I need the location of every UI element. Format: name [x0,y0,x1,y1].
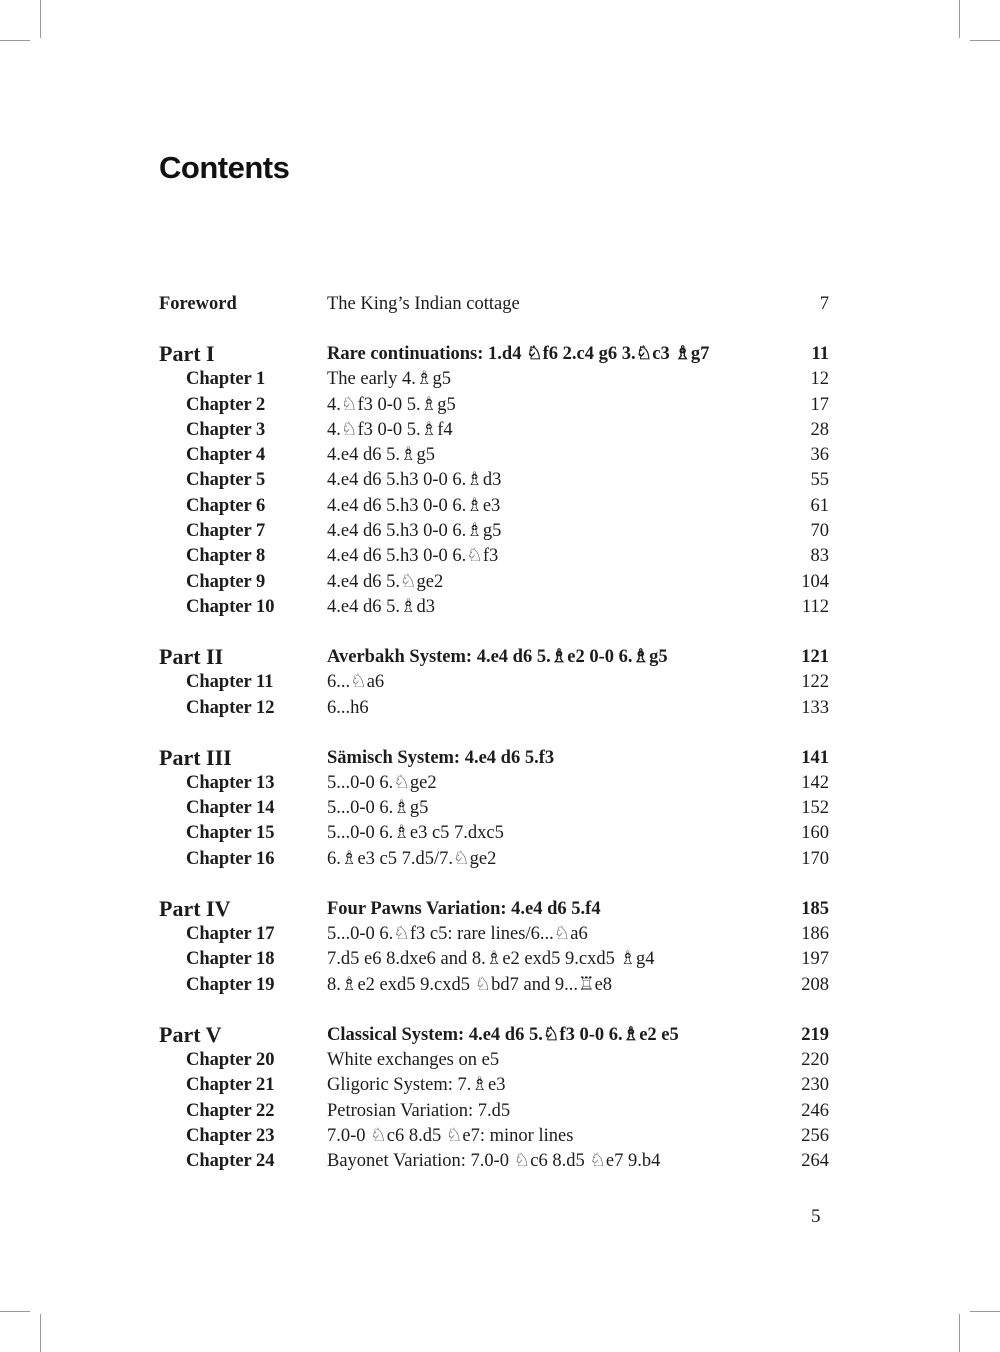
crop-mark [0,1311,30,1312]
part-label: Part III [159,744,232,770]
chapter-label: Chapter 13 [186,772,275,793]
toc-chapter[interactable] [159,393,829,418]
toc-chapter-page: 142 [799,771,829,796]
chapter-label: Chapter 21 [186,1075,275,1096]
crop-mark [40,1314,41,1352]
toc-chapter-page: 208 [799,973,829,998]
toc-chapter[interactable] [159,821,829,846]
toc-chapter[interactable] [159,544,829,569]
toc-part-title: Classical System: 4.e4 d6 5.♘f3 0-0 6.♗e2 e5 [327,1022,684,1048]
toc-chapter-page: 122 [799,670,829,695]
toc-chapter-page: 133 [799,696,829,721]
toc-chapter[interactable] [159,973,829,998]
chapter-label: Chapter 3 [186,419,266,440]
toc-chapter-page: 83 [809,544,830,569]
toc-chapter[interactable] [159,468,829,493]
toc-part-title: Sämisch System: 4.e4 d6 5.f3 [327,745,559,771]
toc-chapter-title: 4.e4 d6 5.h3 0-0 6.♗e3 [327,494,505,519]
part-label: Part V [159,1021,222,1047]
toc-chapter-page: 220 [799,1048,829,1073]
toc-chapter-title: 4.♘f3 0-0 5.♗g5 [327,393,461,418]
crop-mark [970,40,1000,41]
chapter-label: Chapter 10 [186,596,275,617]
chapter-label: Chapter 16 [186,848,275,869]
toc-chapter-title: 4.e4 d6 5.♗g5 [327,443,440,468]
foreword-label: Foreword [159,294,237,314]
toc-part-title: Four Pawns Variation: 4.e4 d6 5.f4 [327,896,606,922]
toc-chapter-title: 6...h6 [327,696,374,721]
toc-chapter-title: 4.e4 d6 5.h3 0-0 6.♗d3 [327,468,506,493]
table-of-contents [159,292,829,1174]
chapter-label: Chapter 20 [186,1049,275,1070]
toc-chapter-title: 6...♘a6 [327,670,389,695]
chapter-label: Chapter 8 [186,546,266,567]
toc-chapter-title: 5...0-0 6.♗g5 [327,796,433,821]
toc-part[interactable] [159,896,829,922]
toc-chapter-title: 4.e4 d6 5.h3 0-0 6.♘f3 [327,544,503,569]
toc-chapter-title: White exchanges on e5 [327,1048,504,1073]
chapter-label: Chapter 9 [186,571,266,592]
toc-chapter[interactable] [159,947,829,972]
chapter-label: Chapter 19 [186,974,275,995]
chapter-label: Chapter 24 [186,1151,275,1172]
toc-part-page: 121 [799,644,829,670]
toc-chapter[interactable] [159,771,829,796]
toc-chapter-page: 61 [809,494,830,519]
chapter-label: Chapter 7 [186,521,266,542]
toc-part-page: 11 [810,341,829,367]
toc-part-page: 185 [799,896,829,922]
toc-chapter-title: 5...0-0 6.♘ge2 [327,771,442,796]
toc-chapter-title: 4.♘f3 0-0 5.♗f4 [327,418,458,443]
chapter-label: Chapter 18 [186,949,275,970]
toc-chapter-title: 7.d5 e6 8.dxe6 and 8.♗e2 exd5 9.cxd5 ♗g4 [327,947,660,972]
toc-part[interactable] [159,644,829,670]
toc-chapter-page: 152 [799,796,829,821]
toc-part-page: 219 [799,1022,829,1048]
toc-part-title: Averbakh System: 4.e4 d6 5.♗e2 0-0 6.♗g5 [327,644,673,670]
toc-part-title: Rare continuations: 1.d4 ♘f6 2.c4 g6 3.♘c3 ♗g7 [327,341,714,367]
toc-foreword[interactable] [159,292,829,317]
toc-chapter-title: 5...0-0 6.♗e3 c5 7.dxc5 [327,821,509,846]
toc-chapter-page: 160 [799,821,829,846]
toc-chapter[interactable] [159,1099,829,1124]
chapter-label: Chapter 15 [186,823,275,844]
toc-chapter-title: 4.e4 d6 5.♗d3 [327,595,440,620]
toc-chapter-title: Gligoric System: 7.♗e3 [327,1073,510,1098]
toc-chapter-page: 70 [809,519,830,544]
part-label: Part I [159,341,215,367]
part-label: Part IV [159,896,231,922]
toc-chapter-page: 17 [809,393,830,418]
crop-mark [970,1311,1000,1312]
toc-chapter-page: 12 [809,367,830,392]
toc-part-page: 141 [799,745,829,771]
toc-chapter-title: Petrosian Variation: 7.d5 [327,1099,515,1124]
toc-chapter[interactable] [159,922,829,947]
toc-part[interactable] [159,1022,829,1048]
foreword-title: The King’s Indian cottage [327,292,525,317]
toc-chapter-title: 4.e4 d6 5.h3 0-0 6.♗g5 [327,519,506,544]
crop-mark [0,40,30,41]
toc-chapter[interactable] [159,796,829,821]
toc-chapter-title: The early 4.♗g5 [327,367,456,392]
toc-chapter-page: 170 [799,847,829,872]
toc-chapter-page: 36 [809,443,830,468]
toc-chapter-page: 246 [799,1099,829,1124]
chapter-label: Chapter 12 [186,697,275,718]
toc-chapter-page: 186 [799,922,829,947]
toc-chapter-page: 55 [809,468,830,493]
toc-chapter-page: 264 [799,1149,829,1174]
foreword-page: 7 [818,292,829,317]
toc-chapter[interactable] [159,847,829,872]
toc-chapter-page: 197 [799,947,829,972]
toc-chapter-page: 256 [799,1124,829,1149]
chapter-label: Chapter 17 [186,924,275,945]
toc-chapter[interactable] [159,367,829,392]
toc-chapter[interactable] [159,418,829,443]
toc-chapter[interactable] [159,519,829,544]
crop-mark [959,1314,960,1352]
crop-mark [959,0,960,38]
toc-chapter-title: 6.♗e3 c5 7.d5/7.♘ge2 [327,847,501,872]
chapter-label: Chapter 4 [186,445,266,466]
page-title: Contents [159,150,290,185]
chapter-label: Chapter 2 [186,394,266,415]
toc-chapter[interactable] [159,1124,829,1149]
part-label: Part II [159,644,224,670]
toc-chapter[interactable] [159,1048,829,1073]
chapter-label: Chapter 14 [186,798,275,819]
toc-chapter-title: 8.♗e2 exd5 9.cxd5 ♘bd7 and 9...♖e8 [327,973,617,998]
chapter-label: Chapter 1 [186,369,266,390]
toc-chapter[interactable] [159,696,829,721]
toc-chapter-title: 4.e4 d6 5.♘ge2 [327,570,448,595]
page-number: 5 [811,1206,821,1227]
chapter-label: Chapter 23 [186,1125,275,1146]
toc-part[interactable] [159,341,829,367]
chapter-label: Chapter 11 [186,672,274,693]
toc-chapter[interactable] [159,670,829,695]
toc-part[interactable] [159,745,829,771]
toc-chapter[interactable] [159,1073,829,1098]
toc-chapter[interactable] [159,443,829,468]
chapter-label: Chapter 5 [186,470,266,491]
toc-chapter[interactable] [159,570,829,595]
crop-mark [40,0,41,38]
toc-chapter-page: 28 [809,418,830,443]
toc-chapter-page: 112 [800,595,829,620]
toc-chapter-title: 7.0-0 ♘c6 8.d5 ♘e7: minor lines [327,1124,578,1149]
toc-chapter[interactable] [159,1149,829,1174]
toc-chapter-page: 230 [799,1073,829,1098]
toc-chapter-page: 104 [799,570,829,595]
toc-chapter[interactable] [159,494,829,519]
toc-chapter-title: 5...0-0 6.♘f3 c5: rare lines/6...♘a6 [327,922,593,947]
toc-chapter-title: Bayonet Variation: 7.0-0 ♘c6 8.d5 ♘e7 9.b4 [327,1149,665,1174]
chapter-label: Chapter 6 [186,495,266,516]
chapter-label: Chapter 22 [186,1100,275,1121]
toc-chapter[interactable] [159,595,829,620]
